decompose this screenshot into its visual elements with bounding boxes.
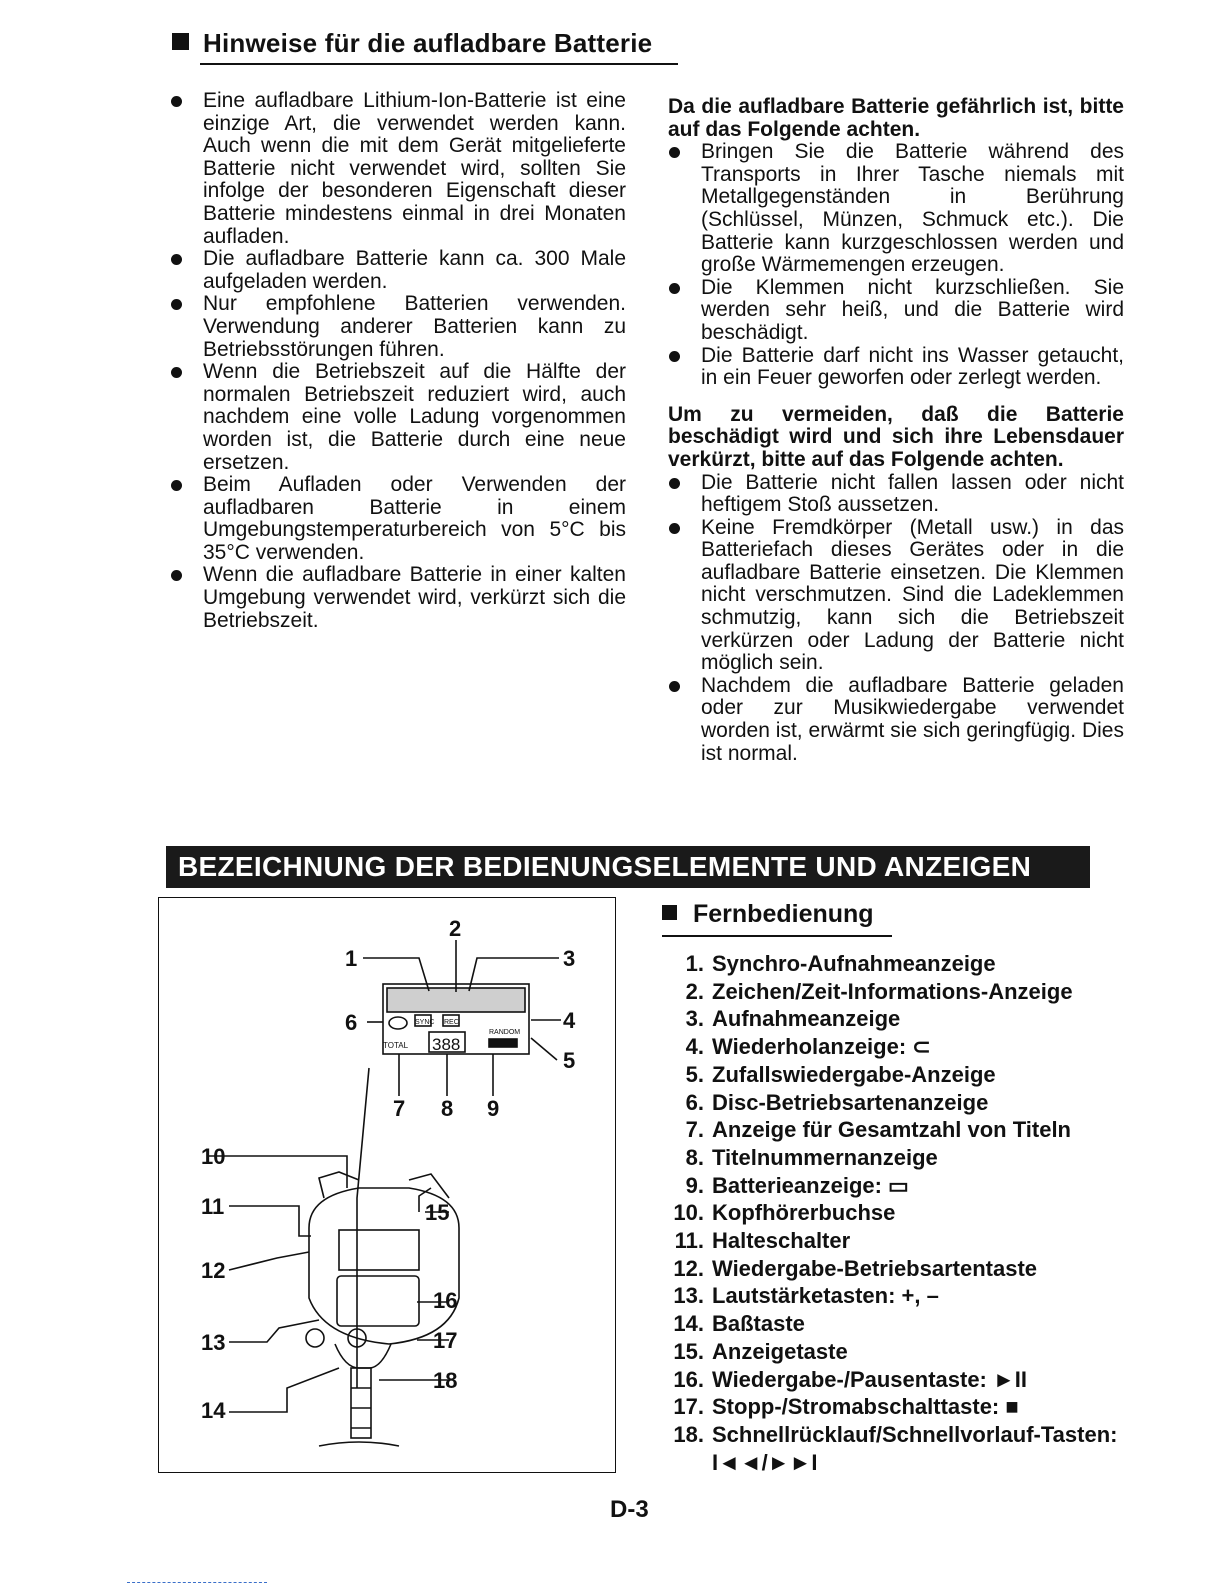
part-item	[660, 1172, 1130, 1200]
part-label: Zeichen/Zeit-Informations-Anzeige	[712, 978, 1073, 1004]
part-number: 12.	[673, 1255, 704, 1281]
part-number: 1.	[685, 951, 704, 976]
part-number: 7.	[685, 1117, 704, 1143]
bullet-item: Wenn die Betriebszeit auf die Hälfte der normalen Betriebszeit reduziert wird, auch nachdem eine volle Ladung vorgenommen worden ist, die Batterie durch eine neue ersetzen.	[170, 361, 626, 474]
lcd-label-rec: REC	[444, 1019, 459, 1026]
parts-list	[660, 950, 1130, 1476]
title-underline	[200, 63, 678, 65]
remote-title-text: Fernbedienung	[693, 900, 874, 928]
part-number: 9.	[685, 1172, 704, 1198]
part-item	[660, 1227, 1130, 1255]
right-heading-1: Da die aufladbare Batterie gefährlich ist, bitte auf das Folgende achten.	[668, 95, 1124, 141]
part-number: 4.	[685, 1034, 704, 1060]
part-label: Wiedergabe-Betriebsartentaste	[712, 1255, 1038, 1281]
remote-figure	[158, 897, 616, 1473]
callout-label-15: 15	[425, 1200, 450, 1225]
part-item	[660, 1005, 1130, 1033]
bullet-item: Bringen Sie die Batterie während des Transports in Ihrer Tasche niemals mit Metallgegenständen in Berührung (Schlüssel, Münzen, Schmuck etc.). Die Batterie kann kurzgeschlossen werden und große Wärmemengen erzeugen.	[668, 141, 1124, 277]
part-label: Baßtaste	[712, 1311, 805, 1337]
remote-section-title	[662, 900, 874, 929]
part-number: 6.	[685, 1089, 704, 1115]
callout-label-1: 1	[345, 946, 358, 971]
callout-label-7: 7	[393, 1096, 406, 1121]
part-item	[660, 1310, 1130, 1338]
battery-indicator-icon	[489, 1039, 517, 1047]
bullet-item: Nur empfohlene Batterien verwenden. Verwendung anderer Batterien kann zu Betriebsstörungen führen.	[170, 293, 626, 361]
bullet-item: Die Klemmen nicht kurzschließen. Sie werden sehr heiß, und die Batterie wird beschädigt.	[668, 277, 1124, 345]
part-label: Halteschalter	[712, 1228, 851, 1254]
part-number: 3.	[685, 1006, 704, 1032]
lcd-label-digits: 388	[432, 1035, 461, 1054]
remote-diagram	[159, 898, 617, 1474]
bullet-item: Wenn die aufladbare Batterie in einer kalten Umgebung verwendet wird, verkürzt sich die Betriebszeit.	[170, 564, 626, 632]
bullet-item: Nachdem die aufladbare Batterie geladen oder zur Musikwiedergabe verwendet worden ist, erwärmt sie sich geringfügig. Dies ist normal.	[668, 675, 1124, 765]
part-label: Wiederholanzeige: ⊂	[712, 1034, 931, 1060]
part-item	[660, 1421, 1130, 1476]
callout-label-16: 16	[433, 1288, 458, 1313]
part-item	[660, 978, 1130, 1006]
right-bullet-list-1	[668, 141, 1124, 390]
part-item	[660, 1338, 1130, 1366]
part-item	[660, 1061, 1130, 1089]
bullet-item: Die Batterie nicht fallen lassen oder nicht heftigem Stoß aussetzen.	[668, 472, 1124, 517]
callout-label-10: 10	[201, 1144, 226, 1169]
square-bullet-icon	[172, 33, 189, 50]
right-heading-2: Um zu vermeiden, daß die Batterie beschädigt wird und sich ihre Lebensdauer verkürzt, bitte auf das Folgende achten.	[668, 402, 1124, 471]
callout-label-5: 5	[563, 1048, 576, 1073]
part-number: 13.	[673, 1283, 704, 1309]
right-column	[668, 96, 1124, 765]
part-item	[660, 1033, 1130, 1061]
bullet-item: Eine aufladbare Lithium-Ion-Batterie ist eine einzige Art, die verwendet werden kann. Auch wenn die mit dem Gerät mitgelieferte Batterie nicht verwendet wird, sollten Sie infolge der besonderen Eigenschaft dieser Batterie mindestens einmal in drei Monaten aufladen.	[170, 90, 626, 248]
section-title-text: Hinweise für die aufladbare Batterie	[203, 28, 653, 58]
part-label: Anzeigetaste	[712, 1338, 848, 1364]
stop-button-shape	[306, 1329, 324, 1347]
callout-label-14: 14	[201, 1398, 226, 1423]
callout-label-12: 12	[201, 1258, 226, 1283]
callout-label-3: 3	[563, 946, 576, 971]
section-title	[172, 28, 652, 59]
callout-label-8: 8	[441, 1096, 454, 1121]
part-number: 11.	[674, 1228, 704, 1254]
part-label: Kopfhörerbuchse	[712, 1200, 896, 1226]
device-lcd	[339, 1230, 419, 1270]
lcd-label-random: RANDOM	[489, 1029, 521, 1036]
part-number: 14.	[673, 1311, 704, 1337]
part-label: Batterieanzeige: ▭	[712, 1172, 909, 1198]
part-number: 15.	[673, 1338, 704, 1364]
right-bullet-list-2	[668, 472, 1124, 766]
part-label: Schnellrücklauf/Schnellvorlauf-Tasten: I◄◄/►►I	[712, 1421, 1118, 1475]
part-item	[660, 1116, 1130, 1144]
part-number: 5.	[685, 1061, 704, 1087]
left-column	[170, 90, 626, 632]
bullet-item: Die Batterie darf nicht ins Wasser getaucht, in ein Feuer geworfen oder zerlegt werden.	[668, 345, 1124, 390]
part-item	[660, 1282, 1130, 1310]
callout-label-11: 11	[201, 1194, 225, 1219]
part-item	[660, 1144, 1130, 1172]
part-item	[660, 1199, 1130, 1227]
button-panel	[337, 1276, 419, 1326]
lcd-label-total: TOTAL	[383, 1041, 409, 1050]
section-banner: BEZEICHNUNG DER BEDIENUNGSELEMENTE UND ANZEIGEN	[166, 846, 1090, 888]
part-label: Anzeige für Gesamtzahl von Titeln	[712, 1117, 1071, 1143]
remote-title-underline	[662, 935, 892, 937]
callout-label-17: 17	[433, 1328, 458, 1353]
part-label: Disc-Betriebsartenanzeige	[712, 1089, 989, 1115]
part-item	[660, 950, 1130, 978]
part-number: 8.	[685, 1144, 704, 1170]
part-number: 2.	[685, 978, 704, 1004]
disc-mode-icon	[389, 1017, 407, 1029]
left-bullet-list	[170, 90, 626, 632]
bullet-item: Keine Fremdkörper (Metall usw.) in das Batteriefach dieses Gerätes oder in die aufladbare Batterie einsetzen. Die Klemmen nicht verschmutzen. Sind die Ladeklemmen schmutzig, kann sich die Betriebszeit verkürzen oder Ladung der Batterie nicht möglich sein.	[668, 517, 1124, 675]
part-item	[660, 1393, 1130, 1421]
square-bullet-icon	[662, 905, 677, 920]
callout-label-18: 18	[433, 1368, 458, 1393]
callout-label-6: 6	[345, 1010, 358, 1035]
part-label: Synchro-Aufnahmeanzeige	[712, 951, 996, 976]
part-label: Aufnahmeanzeige	[712, 1006, 901, 1032]
part-number: 16.	[673, 1366, 704, 1392]
part-item	[660, 1089, 1130, 1117]
part-label: Lautstärketasten: +, –	[712, 1283, 939, 1309]
part-item	[660, 1366, 1130, 1394]
lcd-label-sync: SYNC	[415, 1019, 435, 1026]
part-label: Wiedergabe-/Pausentaste: ►II	[712, 1366, 1027, 1392]
part-label: Titelnummernanzeige	[712, 1144, 938, 1170]
bullet-item: Die aufladbare Batterie kann ca. 300 Male aufgeladen werden.	[170, 248, 626, 293]
bullet-item: Beim Aufladen oder Verwenden der aufladbaren Batterie in einem Umgebungstemperaturbereich von 5°C bis 35°C verwenden.	[170, 474, 626, 564]
part-item	[660, 1255, 1130, 1283]
part-number: 17.	[673, 1394, 704, 1420]
callout-label-4: 4	[563, 1008, 576, 1033]
page-bottom-line	[127, 1582, 267, 1584]
part-number: 18.	[673, 1421, 704, 1447]
part-number: 10.	[673, 1200, 704, 1226]
callout-label-13: 13	[201, 1330, 226, 1355]
page-number: D-3	[610, 1496, 649, 1523]
part-label: Zufallswiedergabe-Anzeige	[712, 1061, 996, 1087]
callout-label-2: 2	[449, 916, 462, 941]
part-label: Stopp-/Stromabschalttaste: ■	[712, 1394, 1019, 1420]
callout-label-9: 9	[487, 1096, 500, 1121]
